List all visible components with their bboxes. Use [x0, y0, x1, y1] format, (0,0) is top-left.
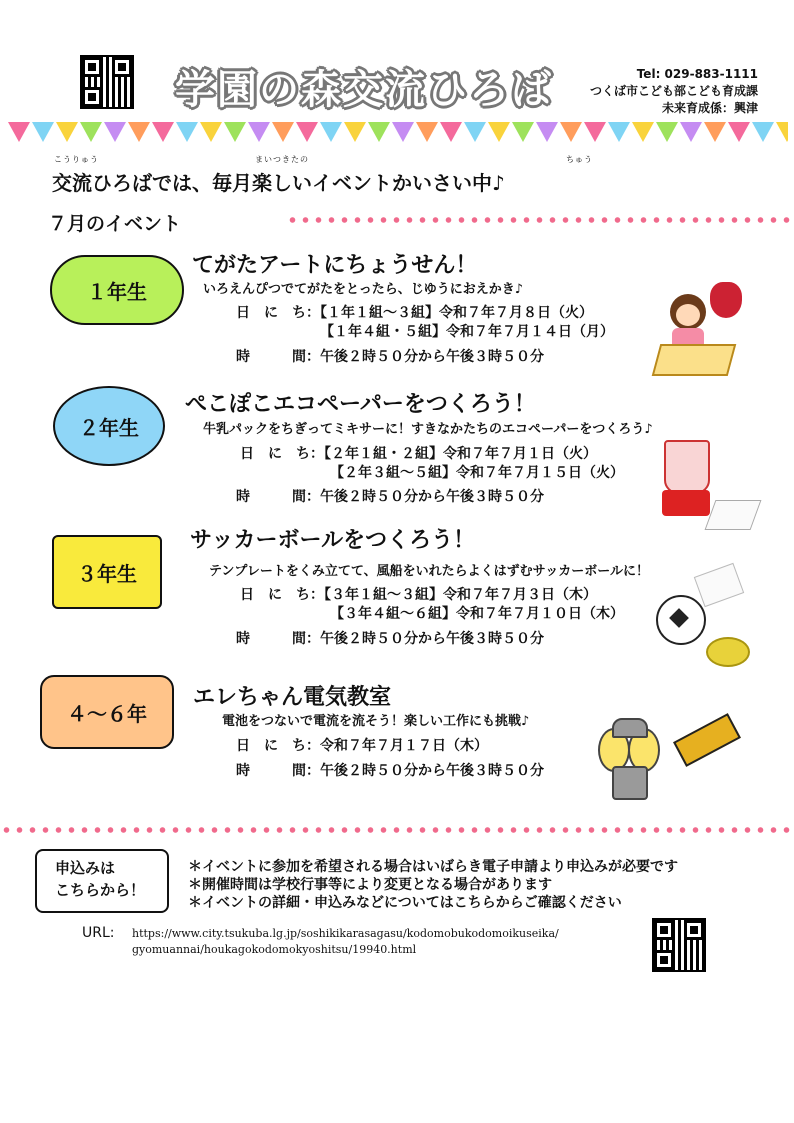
event-time-row	[236, 486, 544, 506]
intro-text: 交流ひろばでは、毎月楽しいイベントかいさい中♪	[52, 171, 505, 195]
event-date-row	[240, 443, 597, 463]
apply-bubble-line: こちらから！	[55, 881, 146, 899]
event-date-row	[236, 735, 488, 755]
contact-block	[590, 66, 758, 117]
event-time-row	[236, 628, 544, 648]
event-time-row	[236, 760, 544, 780]
event-title: サッカーボールをつくろう！	[190, 528, 476, 553]
intro-ruby-1: こうりゅう	[54, 155, 99, 164]
blender-illustration	[660, 440, 760, 530]
bunting-decoration	[8, 122, 788, 142]
date-value: 【１年１組～３組】令和７年７月８日（火）	[320, 305, 593, 321]
event-description: 電池をつないで電流を流そう！楽しい工作にも挑戦♪	[222, 714, 530, 729]
contact-tel: Tel: 029-883-1111	[636, 67, 758, 81]
grade-badge-label: ４～６年	[67, 701, 147, 726]
bunting-flag	[584, 122, 606, 142]
url-line[interactable]: https://www.city.tsukuba.lg.jp/soshikikarasagasu/kodomobukodomoikuseika/	[132, 927, 559, 940]
contact-dept: つくば市こども部こども育成課	[589, 84, 758, 98]
bunting-flag	[512, 122, 534, 142]
date-value: 【１年４組・５組】令和７年７月１４日（月）	[320, 324, 614, 340]
time-value: 午後２時５０分から午後３時５０分	[320, 489, 544, 505]
bunting-flag	[152, 122, 174, 142]
date-value: 【３年４組～６組】令和７年７月１０日（木）	[330, 606, 624, 622]
date-label: 日 に ち：	[236, 305, 320, 321]
apply-speech-bubble	[35, 849, 169, 913]
qr-code-top	[80, 55, 134, 109]
bunting-flag	[608, 122, 630, 142]
event-date-row	[330, 603, 624, 623]
grade-badge-label: ２年生	[79, 415, 139, 440]
bunting-flag	[704, 122, 726, 142]
event-title: てがたアートにちょうせん！	[192, 253, 478, 278]
time-value: 午後２時５０分から午後３時５０分	[320, 349, 544, 365]
time-label: 時 間：	[236, 489, 320, 505]
event-title: エレちゃん電気教室	[193, 685, 392, 710]
bunting-flag	[488, 122, 510, 142]
time-value: 午後２時５０分から午後３時５０分	[320, 631, 544, 647]
bunting-flag	[344, 122, 366, 142]
event-description: 牛乳パックをちぎってミキサーに！すきなかたちのエコペーパーをつくろう♪	[203, 422, 653, 437]
date-label: 日 に ち：	[240, 587, 324, 603]
url-label: URL:	[82, 925, 115, 941]
bunting-flag	[632, 122, 654, 142]
event-date-row	[320, 321, 614, 341]
grade-badge-1	[50, 255, 184, 325]
bunting-flag	[104, 122, 126, 142]
bunting-flag	[272, 122, 294, 142]
bunting-flag	[392, 122, 414, 142]
dotted-divider-bottom	[0, 827, 794, 833]
note-item: ＊イベントの詳細・申込みなどについてはこちらからご確認ください	[188, 895, 622, 911]
bunting-flag	[80, 122, 102, 142]
time-label: 時 間：	[236, 763, 320, 779]
grade-badge-3	[52, 535, 162, 609]
bunting-flag	[368, 122, 390, 142]
event-description: いろえんぴつでてがたをとったら、じゆうにおえかき♪	[203, 282, 524, 297]
apply-bubble-line: 申込みは	[55, 859, 116, 877]
date-value: 【２年１組・２組】令和７年７月１日（火）	[324, 446, 597, 462]
bunting-flag	[176, 122, 198, 142]
event-date-row	[240, 584, 597, 604]
dotted-divider-top	[286, 217, 792, 223]
event-description: テンプレートをくみ立てて、風船をいれたらよくはずむサッカーボールに！	[209, 564, 650, 579]
event-date-row	[330, 462, 624, 482]
bunting-flag	[560, 122, 582, 142]
grade-badge-label: ３年生	[77, 561, 137, 586]
contact-staff: 未来育成係：興津	[661, 101, 758, 115]
grade-badge-2	[53, 386, 165, 466]
bunting-flag	[776, 122, 788, 142]
date-value: 【２年３組～５組】令和７年７月１５日（火）	[330, 465, 624, 481]
bunting-flag	[440, 122, 462, 142]
bunting-flag	[56, 122, 78, 142]
bunting-flag	[320, 122, 342, 142]
notes-list	[188, 858, 678, 912]
bunting-flag	[248, 122, 270, 142]
bunting-flag	[416, 122, 438, 142]
date-value: 令和７年７月１７日（木）	[320, 738, 488, 754]
event-date-row	[236, 302, 593, 322]
bunting-flag	[32, 122, 54, 142]
note-item: ＊開催時間は学校行事等により変更となる場合があります	[188, 877, 552, 893]
month-heading: ７月のイベント	[48, 213, 182, 235]
url-line[interactable]: gyomuannai/houkagokodomokyoshitsu/19940.html	[132, 943, 417, 956]
bunting-flag	[128, 122, 150, 142]
qr-code-bottom[interactable]	[652, 918, 706, 972]
time-label: 時 間：	[236, 349, 320, 365]
note-item: ＊イベントに参加を希望される場合はいばらき電子申請より申込みが必要です	[188, 859, 678, 875]
time-label: 時 間：	[236, 631, 320, 647]
date-value: 【３年１組～３組】令和７年７月３日（木）	[324, 587, 597, 603]
bunting-flag	[8, 122, 30, 142]
bunting-flag	[656, 122, 678, 142]
bunting-flag	[296, 122, 318, 142]
soccer-ball-illustration	[656, 565, 756, 670]
url-link[interactable]	[132, 926, 559, 958]
grade-badge-label: １年生	[87, 279, 147, 304]
time-value: 午後２時５０分から午後３時５０分	[320, 763, 544, 779]
grade-badge-4	[40, 675, 174, 749]
bunting-flag	[680, 122, 702, 142]
handprint-art-illustration	[650, 282, 750, 377]
intro-ruby-3: ちゅう	[566, 155, 593, 164]
bunting-flag	[752, 122, 774, 142]
bunting-flag	[464, 122, 486, 142]
event-time-row	[236, 346, 544, 366]
date-label: 日 に ち：	[236, 738, 320, 754]
bunting-flag	[728, 122, 750, 142]
bunting-flag	[224, 122, 246, 142]
date-label: 日 に ち：	[240, 446, 324, 462]
mascot-battery-illustration	[598, 712, 748, 802]
bunting-flag	[536, 122, 558, 142]
bunting-flag	[200, 122, 222, 142]
event-title: ぺこぽこエコペーパーをつくろう！	[185, 392, 536, 417]
intro-ruby-2: まいつきたの	[255, 155, 309, 164]
page-title: 学園の森交流ひろば	[175, 67, 553, 113]
